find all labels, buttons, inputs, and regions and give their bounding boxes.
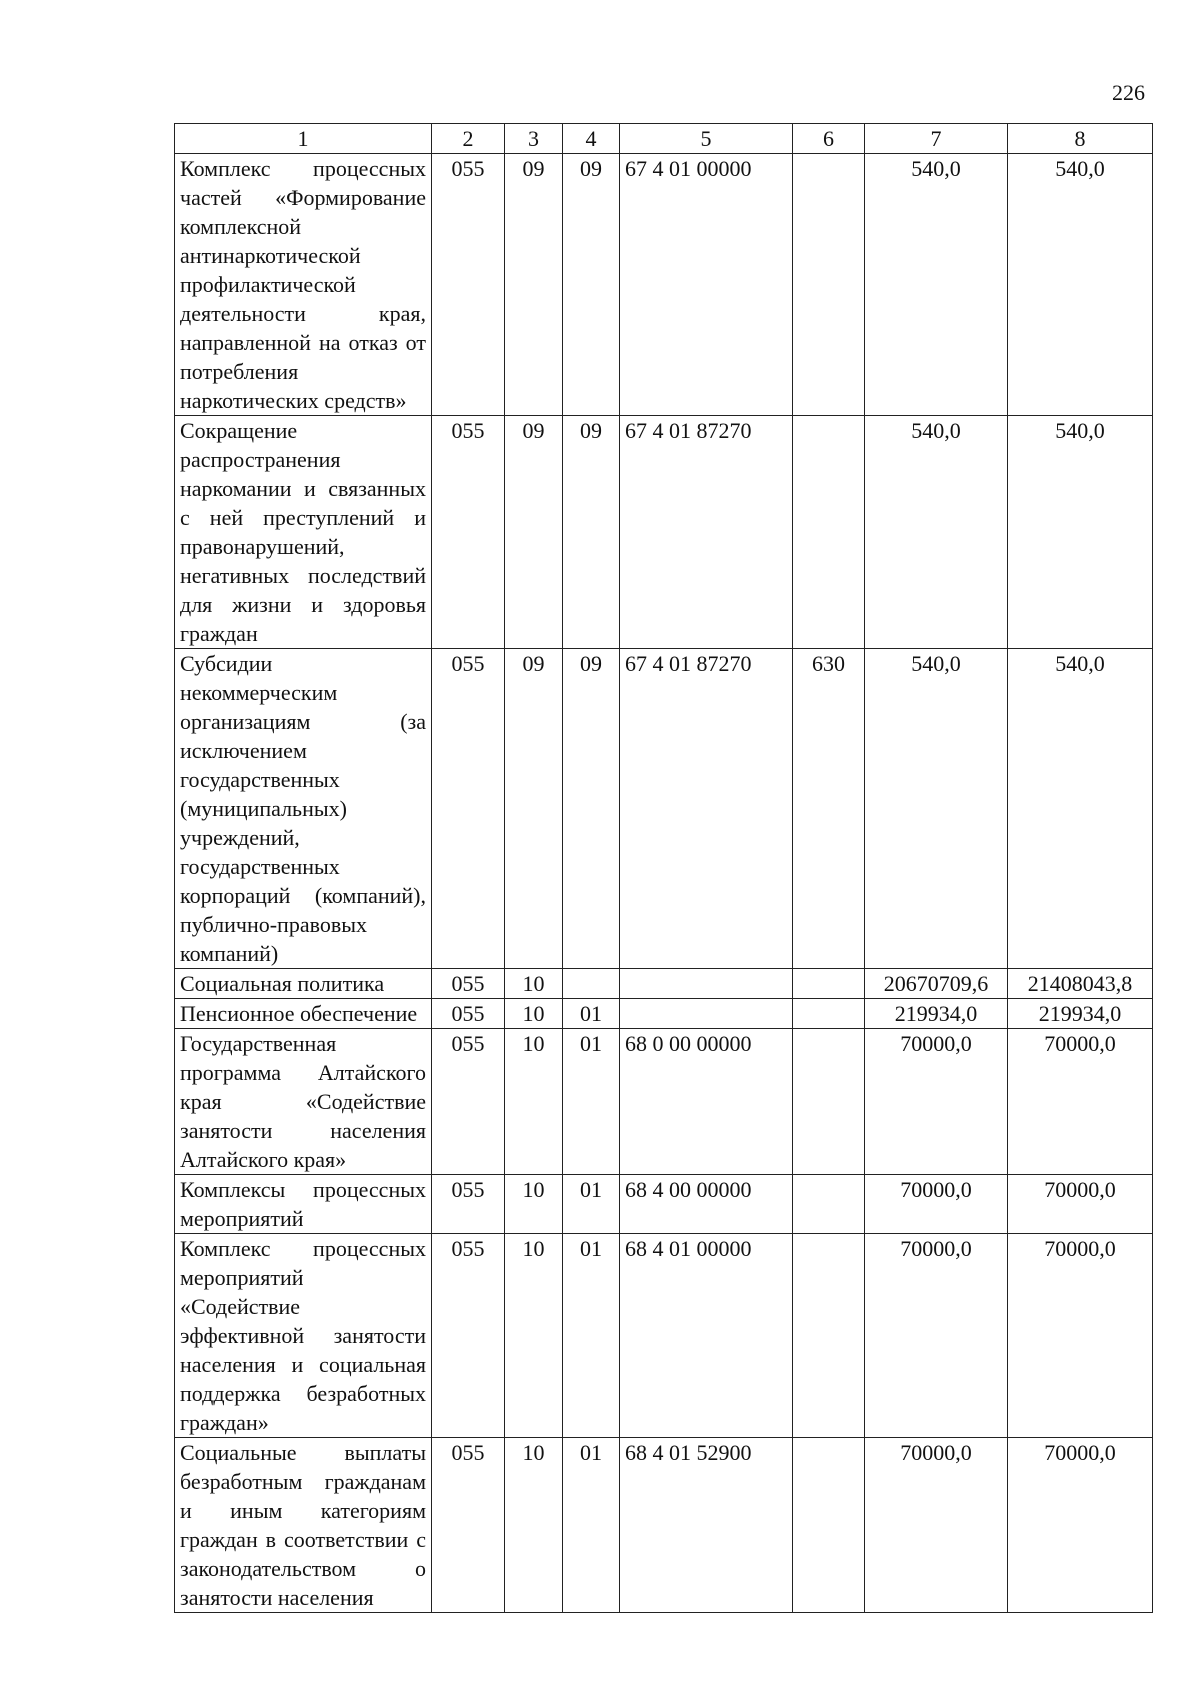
target-article-cell: 67 4 01 87270 <box>620 416 793 649</box>
row-name-cell: Комплекс процессных частей «Формирование комплексной антинаркотической профилактической деятельности края, направленной на отказ от потребления наркотических средств» <box>175 154 432 416</box>
section-cell: 09 <box>505 154 563 416</box>
target-article-cell: 68 0 00 00000 <box>620 1029 793 1175</box>
target-article-cell <box>620 969 793 999</box>
amount-year2-cell: 70000,0 <box>1008 1438 1153 1613</box>
budget-table <box>174 123 1153 1613</box>
expense-type-cell <box>793 1234 865 1438</box>
expense-type-cell <box>793 999 865 1029</box>
amount-year1-cell: 20670709,6 <box>865 969 1008 999</box>
section-cell: 10 <box>505 1438 563 1613</box>
row-name-cell: Социальная политика <box>175 969 432 999</box>
ministry-code-cell: 055 <box>432 1438 505 1613</box>
column-header: 1 <box>175 124 432 154</box>
table-row <box>175 999 1153 1029</box>
amount-year1-cell: 219934,0 <box>865 999 1008 1029</box>
row-name-cell: Комплексы процессных мероприятий <box>175 1175 432 1234</box>
amount-year2-cell: 540,0 <box>1008 154 1153 416</box>
row-name-cell: Сокращение распространения наркомании и связанных с ней преступлений и правонарушений, негативных последствий для жизни и здоровья граждан <box>175 416 432 649</box>
row-name-cell: Государственная программа Алтайского края «Содействие занятости населения Алтайского края» <box>175 1029 432 1175</box>
section-cell: 10 <box>505 1175 563 1234</box>
row-name-cell: Пенсионное обеспечение <box>175 999 432 1029</box>
page-number: 226 <box>1112 80 1145 105</box>
row-name-cell: Комплекс процессных мероприятий «Содействие эффективной занятости населения и социальная поддержка безработных граждан» <box>175 1234 432 1438</box>
ministry-code-cell: 055 <box>432 416 505 649</box>
ministry-code-cell: 055 <box>432 1175 505 1234</box>
amount-year1-cell: 70000,0 <box>865 1175 1008 1234</box>
section-cell: 09 <box>505 416 563 649</box>
section-cell: 10 <box>505 999 563 1029</box>
table-row <box>175 1234 1153 1438</box>
amount-year1-cell: 540,0 <box>865 416 1008 649</box>
amount-year2-cell: 70000,0 <box>1008 1029 1153 1175</box>
target-article-cell: 68 4 01 00000 <box>620 1234 793 1438</box>
expense-type-cell <box>793 1438 865 1613</box>
ministry-code-cell: 055 <box>432 1029 505 1175</box>
subsection-cell <box>563 969 620 999</box>
subsection-cell: 01 <box>563 1175 620 1234</box>
header-row <box>175 124 1153 154</box>
ministry-code-cell: 055 <box>432 154 505 416</box>
ministry-code-cell: 055 <box>432 649 505 969</box>
ministry-code-cell: 055 <box>432 969 505 999</box>
amount-year2-cell: 21408043,8 <box>1008 969 1153 999</box>
column-header: 5 <box>620 124 793 154</box>
amount-year1-cell: 540,0 <box>865 649 1008 969</box>
target-article-cell <box>620 999 793 1029</box>
amount-year2-cell: 219934,0 <box>1008 999 1153 1029</box>
column-header: 4 <box>563 124 620 154</box>
subsection-cell: 01 <box>563 1029 620 1175</box>
amount-year1-cell: 70000,0 <box>865 1029 1008 1175</box>
target-article-cell: 68 4 00 00000 <box>620 1175 793 1234</box>
target-article-cell: 68 4 01 52900 <box>620 1438 793 1613</box>
amount-year1-cell: 70000,0 <box>865 1234 1008 1438</box>
ministry-code-cell: 055 <box>432 999 505 1029</box>
amount-year1-cell: 540,0 <box>865 154 1008 416</box>
amount-year2-cell: 540,0 <box>1008 649 1153 969</box>
table-row <box>175 649 1153 969</box>
section-cell: 10 <box>505 969 563 999</box>
ministry-code-cell: 055 <box>432 1234 505 1438</box>
amount-year2-cell: 70000,0 <box>1008 1175 1153 1234</box>
expense-type-cell <box>793 1175 865 1234</box>
section-cell: 10 <box>505 1234 563 1438</box>
row-name-cell: Субсидии некоммерческим организациям (за исключением государственных (муниципальных) учреждений, государственных корпораций (компаний), публично-правовых компаний) <box>175 649 432 969</box>
subsection-cell: 09 <box>563 154 620 416</box>
column-header: 7 <box>865 124 1008 154</box>
row-name-cell: Социальные выплаты безработным гражданам и иным категориям граждан в соответствии с законодательством о занятости населения <box>175 1438 432 1613</box>
column-header: 2 <box>432 124 505 154</box>
section-cell: 10 <box>505 1029 563 1175</box>
expense-type-cell <box>793 969 865 999</box>
column-header: 8 <box>1008 124 1153 154</box>
subsection-cell: 09 <box>563 649 620 969</box>
table-row <box>175 416 1153 649</box>
subsection-cell: 01 <box>563 999 620 1029</box>
expense-type-cell: 630 <box>793 649 865 969</box>
table-row <box>175 154 1153 416</box>
amount-year1-cell: 70000,0 <box>865 1438 1008 1613</box>
table-row <box>175 1438 1153 1613</box>
table-row <box>175 1175 1153 1234</box>
expense-type-cell <box>793 1029 865 1175</box>
column-header: 3 <box>505 124 563 154</box>
amount-year2-cell: 70000,0 <box>1008 1234 1153 1438</box>
subsection-cell: 09 <box>563 416 620 649</box>
target-article-cell: 67 4 01 87270 <box>620 649 793 969</box>
amount-year2-cell: 540,0 <box>1008 416 1153 649</box>
table-row <box>175 969 1153 999</box>
subsection-cell: 01 <box>563 1234 620 1438</box>
subsection-cell: 01 <box>563 1438 620 1613</box>
column-header: 6 <box>793 124 865 154</box>
table-row <box>175 1029 1153 1175</box>
expense-type-cell <box>793 154 865 416</box>
target-article-cell: 67 4 01 00000 <box>620 154 793 416</box>
expense-type-cell <box>793 416 865 649</box>
section-cell: 09 <box>505 649 563 969</box>
